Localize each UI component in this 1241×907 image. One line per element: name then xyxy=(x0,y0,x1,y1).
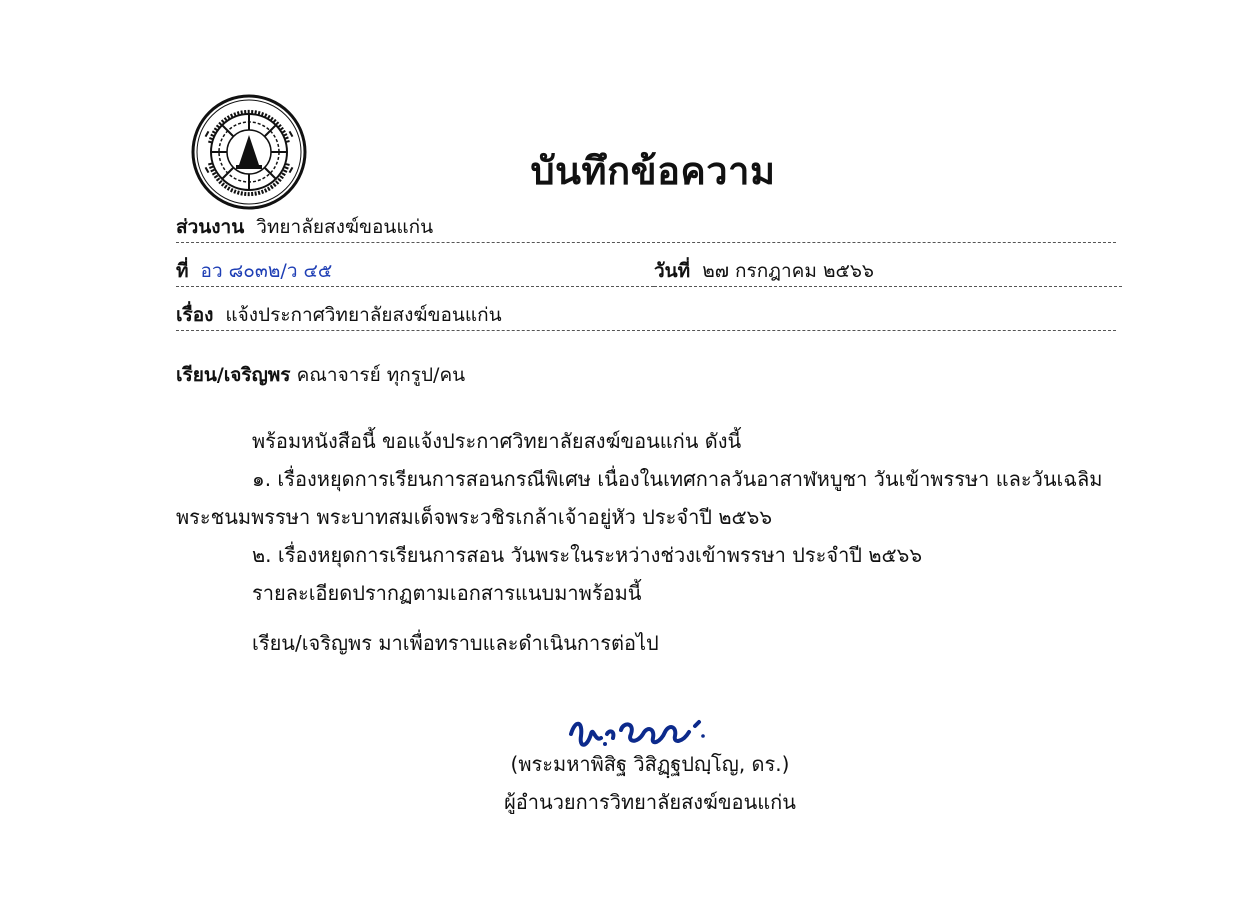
temple-seal-icon xyxy=(190,93,308,211)
reference-value: อว ๘๐๓๒/ว ๔๕ xyxy=(200,260,333,282)
department-label: ส่วนงาน xyxy=(176,216,245,238)
signatory-position: ผู้อำนวยการวิทยาลัยสงฆ์ขอนแก่น xyxy=(504,790,796,814)
body-paragraph-intro: พร้อมหนังสือนี้ ขอแจ้งประกาศวิทยาลัยสงฆ์ขอนแก่น ดังนี้ xyxy=(252,429,742,453)
document-title: บันทึกข้อความ xyxy=(530,149,776,193)
reference-row xyxy=(176,256,654,287)
subject-value: แจ้งประกาศวิทยาลัยสงฆ์ขอนแก่น xyxy=(225,304,502,326)
salutation xyxy=(176,360,465,390)
date-value: ๒๗ กรกฎาคม ๒๕๖๖ xyxy=(702,260,874,282)
date-row xyxy=(654,256,1122,287)
body-paragraph-item-2: ๒. เรื่องหยุดการเรียนการสอน วันพระในระหว่างช่วงเข้าพรรษา ประจำปี ๒๕๖๖ xyxy=(252,543,923,567)
subject-row xyxy=(176,300,1116,331)
body-paragraph-item-1: ๑. เรื่องหยุดการเรียนการสอนกรณีพิเศษ เนื่องในเทศกาลวันอาสาฬหบูชา วันเข้าพรรษา และวันเฉลิมพระชนมพรรษา พระบาทสมเด็จพระวชิรเกล้าเจ้าอยู่หัว ประจำปี ๒๕๖๖ xyxy=(176,467,1103,529)
salutation-label: เรียน/เจริญพร xyxy=(176,364,291,386)
reference-label: ที่ xyxy=(176,260,189,282)
date-label: วันที่ xyxy=(654,260,691,282)
department-value: วิทยาลัยสงฆ์ขอนแก่น xyxy=(256,216,434,238)
salutation-value: คณาจารย์ ทุกรูป/คน xyxy=(296,364,466,386)
signatory-name: (พระมหาพิสิฐ วิสิฏฺฐปญฺโญ, ดร.) xyxy=(510,752,790,776)
body-paragraph-closing: เรียน/เจริญพร มาเพื่อทราบและดำเนินการต่อไป xyxy=(252,631,659,655)
department-row xyxy=(176,212,1116,243)
body-paragraph-details: รายละเอียดปรากฏตามเอกสารแนบมาพร้อมนี้ xyxy=(252,581,642,605)
subject-label: เรื่อง xyxy=(176,304,214,326)
